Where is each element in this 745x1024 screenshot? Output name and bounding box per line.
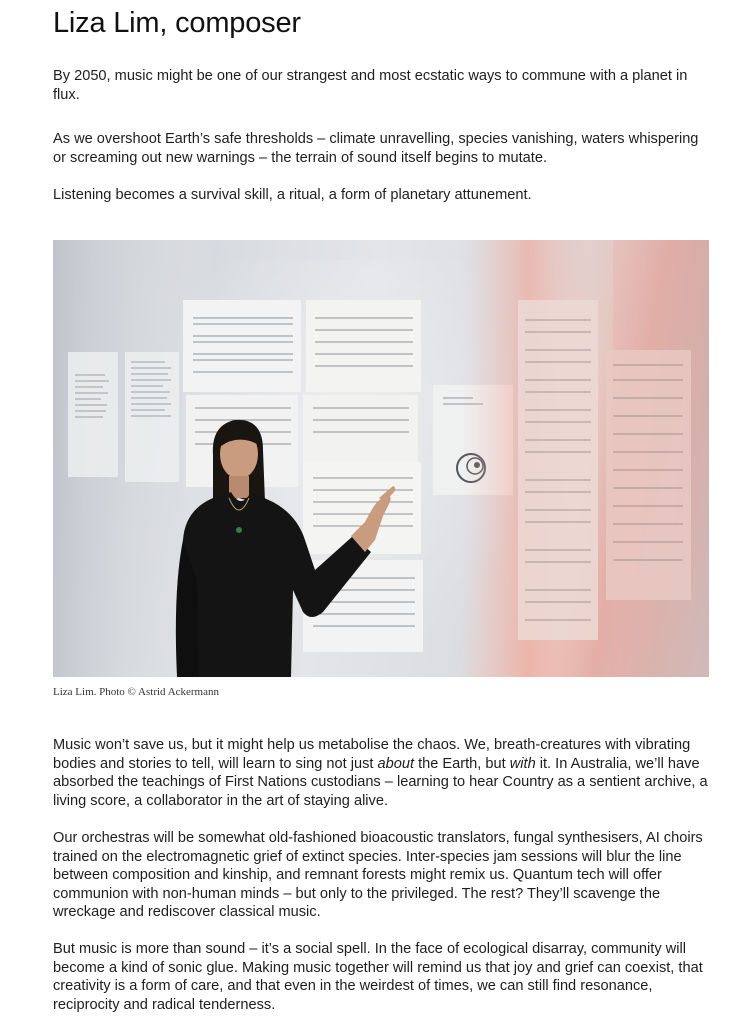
paragraph-intro: By 2050, music might be one of our strangest and most ecstatic ways to commune with a planet in flux. bbox=[53, 68, 688, 103]
paragraph-text: it. In Australia, we’ll have absorbed the teachings of First Nations custodians – learning to hear Country as a sentient archive, a living score, a collaborator in the art of staying alive. bbox=[53, 755, 708, 809]
emphasis-with: with bbox=[509, 755, 536, 772]
article-title: Liza Lim, composer bbox=[53, 7, 301, 39]
photo-liza-lim bbox=[53, 240, 709, 677]
paragraph-orchestras: Our orchestras will be somewhat old-fashioned bioacoustic translators, fungal synthesisers, AI choirs trained on the electromagnetic grief of extinct species. Inter-species jam sessions will blur the line between composition and kinship, and remnant forests might remix us. Quantum tech will offer communion with non-human minds – but only to the privileged. The rest? They’ll scavenge the wreckage and rediscover classical music. bbox=[53, 830, 703, 920]
paragraph-listening: Listening becomes a survival skill, a ritual, a form of planetary attunement. bbox=[53, 187, 532, 203]
paragraph-text: Music won’t save us, but it might help us metabolise the chaos. We, breath-creatures with vibrating bodies and stories to tell, will learn to sing not just bbox=[53, 737, 691, 772]
photo-illustration bbox=[53, 240, 709, 677]
paragraph-text: the Earth, but bbox=[414, 755, 510, 772]
photo-caption: Liza Lim. Photo © Astrid Ackermann bbox=[53, 686, 219, 698]
paragraph-thresholds: As we overshoot Earth’s safe thresholds – climate unravelling, species vanishing, waters whispering or screaming out new warnings – the terrain of sound itself begins to mutate. bbox=[53, 131, 699, 166]
paragraph-social-spell: But music is more than sound – it’s a social spell. In the face of ecological disarray, community will become a kind of sonic glue. Making music together will remind us that joy and grief can coexist, that creativity is a form of care, and that even in the weirdest of times, we can still find resonance, reciprocity and radical tenderness. bbox=[53, 941, 703, 1013]
emphasis-about: about bbox=[377, 755, 415, 772]
paragraph-metabolise bbox=[53, 736, 711, 810]
